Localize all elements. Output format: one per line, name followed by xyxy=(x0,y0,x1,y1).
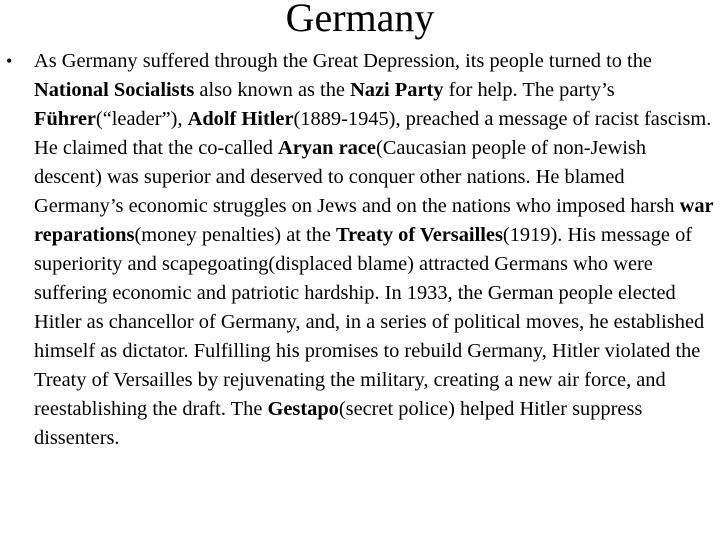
bold-term-fuhrer: Führer xyxy=(34,108,96,130)
bold-term-national-socialists: National Socialists xyxy=(34,79,195,101)
bold-term-war-reparations: war reparations xyxy=(34,195,714,246)
text-segment: (secret police) helped Hitler suppress dissenters. xyxy=(34,398,643,449)
bold-term-gestapo: Gestapo xyxy=(267,398,339,420)
text-segment: (“leader”), xyxy=(95,108,188,130)
text-segment: for help. The party’s xyxy=(443,79,615,101)
text-segment: (money penalties) at the xyxy=(134,224,337,246)
bold-term-aryan-race: Aryan race xyxy=(278,137,376,159)
text-segment: also known as the xyxy=(194,79,351,101)
slide-title: Germany xyxy=(285,0,435,40)
text-segment: (1919). His message of superiority and scapegoating(displaced blame) attracted Germans who were suffering economic and patriotic hardship. In 1933, the German people elected Hitler as chancellor of Germany, and, in a series of political moves, he established himself as dictator. Fulfilling his promises to rebuild Germany, Hitler violated the Treaty of Versailles by rejuvenating the military, creating a new air force, and reestablishing the draft. The xyxy=(34,224,705,420)
text-segment: (1889-1945), preached a message of racist fascism. He claimed that the co-called xyxy=(34,108,712,159)
bullet-paragraph xyxy=(0,47,720,453)
text-segment: (Caucasian people of non-Jewish descent) was superior and deserved to conquer other nations. He blamed Germany’s economic struggles on Jews and on the nations who imposed harsh xyxy=(34,137,680,217)
bold-term-treaty-of-versailles: Treaty of Versailles xyxy=(336,224,503,246)
bold-term-nazi-party: Nazi Party xyxy=(350,79,444,101)
bullet-item xyxy=(0,47,720,453)
bullet-marker: • xyxy=(6,51,13,71)
text-segment: As Germany suffered through the Great Depression, its people turned to the xyxy=(34,50,652,72)
bold-term-adolf-hitler: Adolf Hitler xyxy=(187,108,294,130)
